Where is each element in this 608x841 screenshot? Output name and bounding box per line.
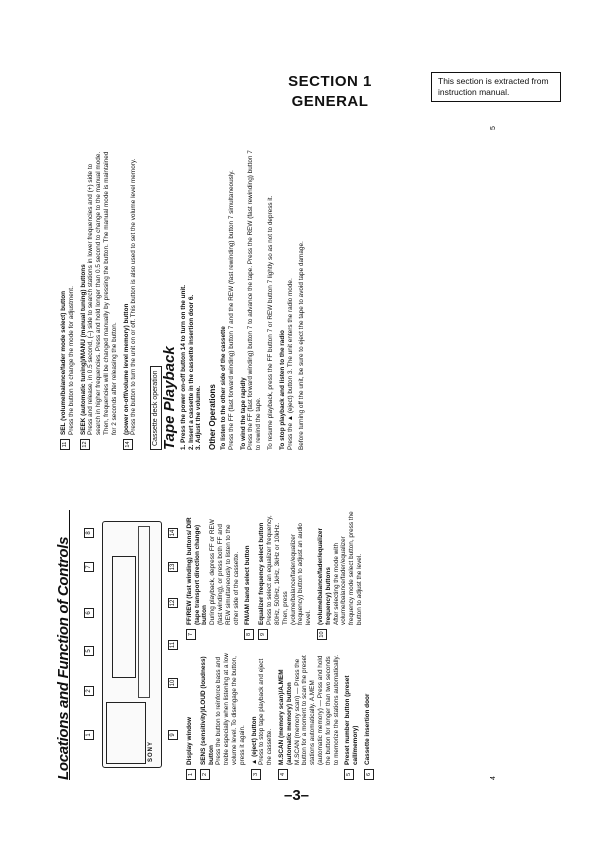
cassette-label: Cassette deck operation <box>150 367 162 451</box>
callout-8: 8 <box>84 528 94 538</box>
locations-column <box>55 510 378 780</box>
control-number: 11 <box>60 439 70 450</box>
control-item <box>60 150 76 450</box>
controls-list <box>186 510 378 780</box>
other-operations-title: Other Operations <box>208 384 218 450</box>
callout-12: 12 <box>169 599 176 607</box>
paragraph-body: Before turning off the unit, be sure to eject the tape to avoid tape damage. <box>298 241 306 450</box>
callout-10: 10 <box>169 679 176 687</box>
control-name: Cassette insertion door <box>363 693 371 765</box>
control-desc: Press the button to turn the unit on or off. This button is also used to set the volume level memory. <box>130 158 138 435</box>
locations-title: Locations and Function of Controls <box>60 510 70 780</box>
control-number: 3 <box>251 769 261 780</box>
callout-14: 14 <box>169 529 176 537</box>
tape-paragraphs <box>220 150 306 450</box>
callout-13: 13 <box>169 563 176 571</box>
device-brand: SONY <box>147 740 154 762</box>
control-text <box>344 650 360 765</box>
control-item <box>364 650 374 780</box>
control-item <box>186 650 196 780</box>
control-item <box>278 650 340 780</box>
extract-note: This section is extracted from instruction manual. <box>431 72 561 102</box>
control-desc: M.SCAN (memory scan) — Press the button for a moment to scan the preset stations automatically. A.MEM (automatic memory) — Press and hold the button for longer than two seconds to memorize the stations automatically. <box>293 655 340 765</box>
control-item <box>258 510 313 640</box>
control-text <box>244 545 254 625</box>
control-text <box>186 717 196 765</box>
control-desc: Press and release, in 0.5 second, (–) side to search stations in lower frequencies and (+) side to search in higher frequencies. Press and hold longer than 0.5 second to change to the manual mode. Then, frequencies will be changed manually by pressing the button. The manual mode is maintained for 2 seconds after releasing the button. <box>87 151 118 435</box>
control-number: 1 <box>186 769 196 780</box>
control-name: FF/REW (fast winding) buttons/ DIR (tape transport direction change) button <box>185 517 209 625</box>
control-number: 2 <box>200 769 210 780</box>
tape-paragraph <box>240 150 263 450</box>
manual-page-rotated <box>55 120 500 780</box>
callout-1: 1 <box>84 730 94 740</box>
control-name: Display window <box>185 717 193 765</box>
control-item <box>80 150 119 450</box>
control-number: 9 <box>258 629 268 640</box>
callout-2: 2 <box>84 686 94 696</box>
tape-steps <box>180 150 203 450</box>
control-number: 5 <box>344 769 354 780</box>
tape-step: 2. Insert a cassette in the cassette insertion door 6. <box>187 294 195 450</box>
control-desc: Press to stop tape playback and eject the cassette. <box>258 658 274 765</box>
callout-11: 11 <box>169 641 176 649</box>
control-text <box>258 510 313 625</box>
control-item <box>344 650 360 780</box>
control-desc: Press the button to reinforce bass and treble especially when listening at a low volume level. To disengage the button, press it again. <box>215 653 246 765</box>
paragraph-body: To resume playback, press the FF button 7 or REW button 7 lightly so as not to depress it. <box>266 195 274 450</box>
control-text <box>186 510 241 625</box>
tape-column <box>60 150 310 450</box>
control-desc: During playback, depress FF or REW (fast winding), or press both FF and REW simultaneously to listen to the other side of the cassette. <box>209 519 240 625</box>
control-name: SENS (sensitivity)/LOUD (loudness) button <box>199 656 215 765</box>
control-text <box>80 150 119 435</box>
control-name: M.SCAN (memory scan)/A.MEM (automatic memory) button <box>277 669 293 765</box>
control-desc: After selecting the mode with volume/balance/fader/equalizer frequency mode select button, press the button to adjust the level. <box>332 511 363 625</box>
device-cassette-slot <box>112 556 136 678</box>
control-item <box>317 510 364 640</box>
control-text <box>200 650 247 765</box>
control-number: 10 <box>317 629 327 640</box>
control-number: 14 <box>123 439 133 450</box>
page-number-left: 4 <box>490 776 497 780</box>
tape-paragraph <box>298 150 306 450</box>
control-text <box>364 694 374 765</box>
control-item <box>200 650 247 780</box>
paragraph-heading: To stop playback and listen to the radio <box>278 330 286 450</box>
control-number: 4 <box>278 769 288 780</box>
device-display <box>106 702 146 764</box>
section-heading <box>283 72 377 112</box>
tape-title: Tape Playback <box>160 346 178 450</box>
control-name: (volume/balance/fader/equalizer frequency) buttons <box>316 528 332 625</box>
tape-step: 1. Press the power on-off button 14 to turn on the unit. <box>179 284 187 450</box>
paragraph-heading: To wind the tape rapidly <box>239 377 247 450</box>
control-number: 7 <box>186 629 196 640</box>
section-number: SECTION 1 <box>288 73 372 90</box>
control-name: (power on-off/volume level memory) button <box>122 303 130 435</box>
paragraph-heading: To listen to the other side of the cassette <box>219 326 227 450</box>
callout-9: 9 <box>168 730 178 740</box>
control-text <box>317 510 364 625</box>
paragraph-body: Press the ▲ (eject) button 3. The unit enters the radio mode. <box>286 278 294 450</box>
control-desc: Press the button to change the mode for adjustment. <box>67 286 75 435</box>
control-number: 8 <box>244 629 254 640</box>
callout-7: 7 <box>84 562 94 572</box>
control-text <box>278 650 340 765</box>
paragraph-body: Press the FF (fast forward winding) button 7 and the REW (fast rewinding) button 7 simultaneously. <box>227 170 235 450</box>
tape-paragraph <box>220 150 236 450</box>
control-text <box>251 650 274 765</box>
control-name: Preset number button (preset call/memory) <box>344 675 360 765</box>
control-name: FM/AM band select button <box>244 545 252 625</box>
device-illustration <box>80 523 180 768</box>
page-footer: –3– <box>284 787 310 804</box>
control-desc: Press to select an equalizer frequency, 80Hz, 500Hz, 1kHz, 3kHz or 10kHz. Then, press (volume/balance/fader/equalizer frequency) button to adjust an audio level. <box>266 515 313 625</box>
control-item <box>251 650 274 780</box>
section-title: GENERAL <box>291 93 369 110</box>
control-number: 6 <box>364 769 374 780</box>
control-text <box>123 159 139 435</box>
control-name: ▲ (eject) button <box>250 716 258 765</box>
callout-6: 6 <box>84 608 94 618</box>
control-text <box>60 286 76 435</box>
callout-5: 5 <box>84 646 94 656</box>
tape-paragraph <box>267 150 275 450</box>
control-number: 12 <box>80 439 90 450</box>
control-name: Equalizer frequency select button <box>258 522 266 625</box>
controls-list-right <box>60 150 138 450</box>
control-item <box>244 510 254 640</box>
tape-step: 3. Adjust the volume. <box>195 385 203 450</box>
control-item <box>123 150 139 450</box>
paragraph-body: Press the FF (fast forward winding) button 7 to advance the tape. Press the REW (fast rewinding) button 7 to rewind the tape. <box>247 150 263 450</box>
controls-list-left <box>186 650 378 780</box>
page-number-right: 5 <box>490 126 497 130</box>
tape-paragraph <box>279 150 295 450</box>
control-name: SEEK (automatic tuning)/MANU (manual tuning) buttons <box>79 264 87 435</box>
control-name: SEL (volume/balance/fader mode select) button <box>60 290 67 435</box>
device-preset-buttons <box>138 526 150 698</box>
controls-list-middle <box>186 510 378 640</box>
control-item <box>186 510 241 640</box>
